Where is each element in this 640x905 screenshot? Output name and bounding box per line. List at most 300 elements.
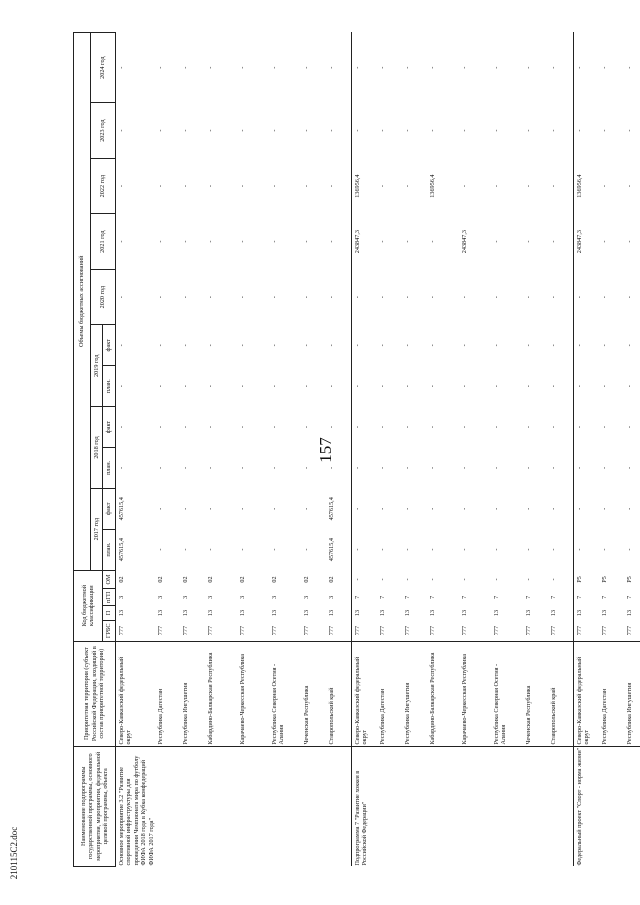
- row-value-cell: -: [550, 185, 558, 188]
- row-value-cell: -: [550, 129, 558, 132]
- header-plan-2017: план.: [103, 529, 116, 570]
- header-code-om: ОМ: [103, 570, 116, 589]
- row-value-cell: 777: [352, 620, 378, 641]
- row-value-cell: 3: [207, 595, 215, 599]
- row-value-cell: -: [271, 66, 279, 69]
- row-value-cell: 7: [461, 595, 469, 599]
- row-value-cell: -: [525, 466, 533, 469]
- row-value-cell: -: [525, 66, 533, 69]
- row-value-cell: 3: [239, 595, 247, 599]
- row-territory-cell: Республика Дагестан: [377, 641, 402, 746]
- row-value-cell: -: [404, 344, 412, 347]
- row-value-cell: -: [182, 426, 190, 429]
- row-value-cell: -: [404, 507, 412, 510]
- row-value-cell: -: [328, 185, 336, 188]
- row-value-cell: -: [352, 325, 378, 366]
- row-value-cell: -: [157, 385, 165, 388]
- row-territory-cell: Чеченская Республика: [301, 641, 326, 746]
- row-value-cell: -: [429, 578, 437, 581]
- table-row: [155, 33, 180, 867]
- row-value-cell: -: [461, 185, 469, 188]
- table-row: [548, 33, 574, 867]
- row-value-cell: -: [493, 240, 501, 243]
- row-value-cell: -: [303, 426, 311, 429]
- row-value-cell: 777: [626, 625, 634, 636]
- row-value-cell: -: [379, 240, 387, 243]
- row-value-cell: 13: [303, 609, 311, 617]
- row-value-cell: -: [493, 507, 501, 510]
- row-value-cell: 7: [429, 595, 437, 599]
- header-fact-2019: факт: [103, 325, 116, 366]
- row-territory-cell: Кабардино-Балкарская Республика: [427, 641, 459, 746]
- row-name-cell: [301, 746, 326, 866]
- row-value-cell: -: [116, 325, 156, 366]
- row-value-cell: -: [157, 129, 165, 132]
- row-value-cell: 02: [303, 576, 311, 583]
- row-value-cell: 7: [525, 595, 533, 599]
- row-value-cell: 7: [550, 595, 558, 599]
- row-value-cell: -: [239, 466, 247, 469]
- row-value-cell: -: [525, 344, 533, 347]
- row-value-cell: 777: [550, 625, 558, 636]
- row-value-cell: 7: [601, 595, 609, 599]
- row-value-cell: -: [352, 407, 378, 448]
- row-value-cell: -: [550, 344, 558, 347]
- row-value-cell: 3: [182, 595, 190, 599]
- row-value-cell: 13: [493, 609, 501, 617]
- row-value-cell: -: [271, 426, 279, 429]
- row-value-cell: -: [493, 129, 501, 132]
- header-code-pgp: пГП: [103, 589, 116, 606]
- header-volumes: Объемы бюджетных ассигнований: [74, 33, 91, 571]
- row-value-cell: -: [303, 129, 311, 132]
- row-value-cell: -: [429, 240, 437, 243]
- row-value-cell: -: [525, 578, 533, 581]
- row-value-cell: 777: [525, 625, 533, 636]
- row-value-cell: -: [461, 385, 469, 388]
- row-name-cell: [377, 746, 402, 866]
- row-territory-cell: Республика Ингушетия: [402, 641, 427, 746]
- row-value-cell: 7: [404, 595, 412, 599]
- row-value-cell: -: [525, 185, 533, 188]
- row-value-cell: -: [429, 129, 437, 132]
- table-row: [180, 33, 205, 867]
- page-number: 157: [315, 437, 335, 463]
- row-value-cell: -: [379, 507, 387, 510]
- row-value-cell: -: [574, 33, 600, 103]
- row-name-cell: [523, 746, 548, 866]
- row-value-cell: -: [601, 129, 609, 132]
- row-value-cell: -: [404, 129, 412, 132]
- row-value-cell: 13: [379, 609, 387, 617]
- row-value-cell: -: [157, 240, 165, 243]
- row-territory-cell: Чеченская Республика: [523, 641, 548, 746]
- row-value-cell: -: [182, 185, 190, 188]
- row-value-cell: -: [207, 240, 215, 243]
- row-value-cell: -: [379, 296, 387, 299]
- row-value-cell: -: [352, 33, 378, 103]
- row-value-cell: -: [574, 529, 600, 570]
- row-value-cell: -: [157, 426, 165, 429]
- header-year-2021: 2021 год: [91, 214, 116, 270]
- row-value-cell: -: [303, 185, 311, 188]
- row-value-cell: -: [525, 129, 533, 132]
- row-value-cell: -: [626, 507, 634, 510]
- row-value-cell: -: [550, 385, 558, 388]
- row-value-cell: 02: [207, 576, 215, 583]
- row-value-cell: -: [429, 344, 437, 347]
- row-name-cell: [155, 746, 180, 866]
- row-value-cell: -: [352, 366, 378, 407]
- row-value-cell: -: [207, 385, 215, 388]
- row-value-cell: -: [493, 296, 501, 299]
- row-value-cell: -: [404, 466, 412, 469]
- row-value-cell: 136956,4: [574, 158, 600, 214]
- row-value-cell: -: [239, 296, 247, 299]
- row-territory-cell: Карачаево-Черкесская Республика: [237, 641, 269, 746]
- row-value-cell: -: [404, 66, 412, 69]
- row-value-cell: -: [493, 466, 501, 469]
- row-value-cell: -: [626, 344, 634, 347]
- row-value-cell: -: [404, 578, 412, 581]
- row-value-cell: -: [328, 466, 336, 469]
- row-value-cell: 13: [271, 609, 279, 617]
- row-value-cell: -: [404, 385, 412, 388]
- header-plan-2019: план.: [103, 366, 116, 407]
- table-header: [74, 33, 116, 867]
- table-row: [237, 33, 269, 867]
- row-value-cell: -: [550, 507, 558, 510]
- row-value-cell: 02: [271, 576, 279, 583]
- row-value-cell: -: [493, 385, 501, 388]
- row-value-cell: 13: [461, 609, 469, 617]
- table-row: [269, 33, 301, 867]
- row-value-cell: -: [379, 426, 387, 429]
- row-value-cell: -: [550, 426, 558, 429]
- row-value-cell: -: [207, 344, 215, 347]
- row-value-cell: -: [207, 507, 215, 510]
- row-value-cell: 13: [182, 609, 190, 617]
- row-value-cell: -: [429, 466, 437, 469]
- row-value-cell: -: [601, 240, 609, 243]
- row-value-cell: 777: [303, 625, 311, 636]
- row-value-cell: -: [601, 344, 609, 347]
- row-value-cell: -: [461, 548, 469, 551]
- row-value-cell: -: [207, 466, 215, 469]
- row-value-cell: -: [379, 385, 387, 388]
- row-value-cell: 3: [116, 589, 156, 606]
- row-value-cell: 777: [182, 625, 190, 636]
- row-value-cell: -: [271, 129, 279, 132]
- row-value-cell: -: [525, 548, 533, 551]
- header-year-2017: 2017 год: [91, 488, 103, 570]
- row-value-cell: -: [626, 185, 634, 188]
- row-value-cell: -: [182, 344, 190, 347]
- row-value-cell: 243847,3: [461, 230, 469, 254]
- row-value-cell: -: [271, 507, 279, 510]
- row-value-cell: -: [626, 129, 634, 132]
- row-value-cell: -: [116, 447, 156, 488]
- row-value-cell: -: [574, 407, 600, 448]
- row-value-cell: 13: [601, 609, 609, 617]
- row-value-cell: 777: [493, 625, 501, 636]
- row-territory-cell: Республика Дагестан: [599, 641, 624, 746]
- row-territory-cell: Республика Дагестан: [155, 641, 180, 746]
- row-value-cell: -: [271, 385, 279, 388]
- row-value-cell: -: [626, 548, 634, 551]
- row-value-cell: -: [116, 407, 156, 448]
- row-name-cell: [402, 746, 427, 866]
- header-year-2020: 2020 год: [91, 269, 116, 325]
- row-value-cell: -: [379, 185, 387, 188]
- row-value-cell: 777: [404, 625, 412, 636]
- row-value-cell: -: [601, 66, 609, 69]
- row-value-cell: -: [379, 344, 387, 347]
- row-value-cell: -: [461, 344, 469, 347]
- row-value-cell: -: [303, 385, 311, 388]
- row-value-cell: -: [601, 185, 609, 188]
- row-value-cell: -: [550, 466, 558, 469]
- row-name-cell: [180, 746, 205, 866]
- row-value-cell: -: [574, 366, 600, 407]
- row-value-cell: 777: [461, 625, 469, 636]
- row-value-cell: -: [116, 103, 156, 159]
- row-name-cell: [599, 746, 624, 866]
- header-budget-code: Код бюджетной классификации: [74, 570, 103, 641]
- table-row: [574, 33, 600, 867]
- row-value-cell: -: [239, 426, 247, 429]
- row-value-cell: 136956,4: [352, 158, 378, 214]
- row-value-cell: -: [182, 129, 190, 132]
- row-value-cell: 777: [271, 625, 279, 636]
- row-value-cell: -: [182, 66, 190, 69]
- row-value-cell: -: [525, 385, 533, 388]
- row-value-cell: -: [429, 296, 437, 299]
- row-value-cell: -: [379, 578, 387, 581]
- header-year-2022: 2022 год: [91, 158, 116, 214]
- row-value-cell: 7: [379, 595, 387, 599]
- row-value-cell: -: [626, 426, 634, 429]
- row-value-cell: -: [601, 385, 609, 388]
- row-value-cell: 243847,3: [352, 214, 378, 270]
- row-value-cell: -: [404, 185, 412, 188]
- row-name-cell: [459, 746, 491, 866]
- row-value-cell: -: [303, 548, 311, 551]
- row-value-cell: 777: [601, 625, 609, 636]
- row-value-cell: 13: [328, 609, 336, 617]
- row-value-cell: -: [379, 66, 387, 69]
- row-value-cell: -: [601, 296, 609, 299]
- row-name-cell: [269, 746, 301, 866]
- row-name-cell: [237, 746, 269, 866]
- row-value-cell: -: [157, 507, 165, 510]
- row-value-cell: -: [493, 548, 501, 551]
- row-value-cell: -: [157, 66, 165, 69]
- row-value-cell: 777: [207, 625, 215, 636]
- row-value-cell: -: [328, 66, 336, 69]
- row-value-cell: -: [271, 185, 279, 188]
- row-value-cell: 243847,3: [574, 214, 600, 270]
- row-value-cell: -: [157, 466, 165, 469]
- row-value-cell: -: [271, 466, 279, 469]
- row-territory-cell: Республика Северная Осетия - Алания: [491, 641, 523, 746]
- row-value-cell: P5: [626, 576, 634, 583]
- row-value-cell: -: [525, 507, 533, 510]
- row-value-cell: -: [271, 296, 279, 299]
- row-value-cell: -: [429, 507, 437, 510]
- row-value-cell: -: [271, 240, 279, 243]
- row-value-cell: -: [303, 507, 311, 510]
- row-value-cell: -: [207, 426, 215, 429]
- header-plan-2018: план.: [103, 447, 116, 488]
- row-value-cell: -: [239, 344, 247, 347]
- row-value-cell: 7: [626, 595, 634, 599]
- row-value-cell: -: [182, 385, 190, 388]
- row-value-cell: 777: [239, 625, 247, 636]
- row-value-cell: -: [207, 129, 215, 132]
- row-value-cell: -: [207, 296, 215, 299]
- row-value-cell: -: [601, 548, 609, 551]
- row-value-cell: 7: [493, 595, 501, 599]
- row-value-cell: 3: [157, 595, 165, 599]
- row-value-cell: -: [626, 240, 634, 243]
- table-row: [402, 33, 427, 867]
- table-row: [352, 33, 378, 867]
- row-territory-cell: Ставропольский край: [326, 641, 352, 746]
- row-value-cell: 457615,4: [328, 497, 336, 521]
- row-value-cell: -: [239, 129, 247, 132]
- row-value-cell: -: [493, 344, 501, 347]
- row-value-cell: -: [157, 548, 165, 551]
- row-value-cell: -: [601, 466, 609, 469]
- row-value-cell: -: [550, 240, 558, 243]
- row-value-cell: -: [157, 185, 165, 188]
- row-value-cell: -: [404, 240, 412, 243]
- row-value-cell: -: [116, 33, 156, 103]
- row-value-cell: -: [116, 269, 156, 325]
- header-territory: Приоритетная территория (субъект Российской Федерации, входящий в состав приоритетной территории): [74, 641, 116, 746]
- row-territory-cell: Республика Ингушетия: [624, 641, 640, 746]
- row-name-cell: [548, 746, 574, 866]
- row-territory-cell: Республика Северная Осетия - Алания: [269, 641, 301, 746]
- row-value-cell: -: [271, 548, 279, 551]
- row-value-cell: -: [550, 66, 558, 69]
- row-value-cell: 777: [157, 625, 165, 636]
- row-name-cell: [491, 746, 523, 866]
- row-value-cell: -: [550, 296, 558, 299]
- row-value-cell: -: [352, 103, 378, 159]
- row-value-cell: -: [574, 325, 600, 366]
- row-value-cell: 13: [239, 609, 247, 617]
- row-value-cell: 777: [328, 625, 336, 636]
- header-year-2023: 2023 год: [91, 103, 116, 159]
- row-name-cell: [205, 746, 237, 866]
- row-value-cell: -: [328, 426, 336, 429]
- header-year-2019: 2019 год: [91, 325, 103, 407]
- row-value-cell: -: [328, 344, 336, 347]
- row-value-cell: 13: [116, 606, 156, 621]
- header-code-p: П: [103, 606, 116, 621]
- row-value-cell: -: [404, 296, 412, 299]
- row-value-cell: -: [525, 426, 533, 429]
- row-value-cell: -: [601, 426, 609, 429]
- row-value-cell: 3: [328, 595, 336, 599]
- row-value-cell: 02: [239, 576, 247, 583]
- row-value-cell: 13: [574, 606, 600, 621]
- row-value-cell: -: [461, 466, 469, 469]
- table-row: [301, 33, 326, 867]
- row-value-cell: -: [116, 214, 156, 270]
- row-value-cell: -: [574, 103, 600, 159]
- row-value-cell: -: [271, 344, 279, 347]
- row-value-cell: -: [207, 548, 215, 551]
- header-name: Наименование подпрограммы государственной программы, основного мероприятия, мероприятия, федеральной целевой программы, объекта: [74, 746, 116, 866]
- row-value-cell: -: [626, 66, 634, 69]
- budget-table-rotated: [73, 32, 634, 867]
- row-value-cell: -: [461, 66, 469, 69]
- table-row: [326, 33, 352, 867]
- row-value-cell: -: [239, 507, 247, 510]
- row-value-cell: -: [303, 240, 311, 243]
- row-value-cell: -: [626, 296, 634, 299]
- row-value-cell: 13: [525, 609, 533, 617]
- row-value-cell: -: [429, 385, 437, 388]
- row-value-cell: -: [207, 185, 215, 188]
- row-value-cell: 13: [550, 609, 558, 617]
- row-value-cell: 7: [352, 589, 378, 606]
- row-value-cell: 777: [574, 620, 600, 641]
- row-value-cell: -: [493, 426, 501, 429]
- row-value-cell: -: [404, 548, 412, 551]
- row-value-cell: 457615,4: [116, 529, 156, 570]
- row-name-cell: Подпрограмма 7 "Развитие хоккея в Российской Федерации": [352, 746, 378, 866]
- header-fact-2018: факт: [103, 407, 116, 448]
- header-fact-2017: факт: [103, 488, 116, 529]
- row-value-cell: -: [182, 240, 190, 243]
- row-value-cell: -: [239, 385, 247, 388]
- table-row: [205, 33, 237, 867]
- table-body: [116, 33, 640, 867]
- row-value-cell: P5: [601, 576, 609, 583]
- row-value-cell: 777: [116, 620, 156, 641]
- row-value-cell: -: [574, 447, 600, 488]
- header-year-2024: 2024 год: [91, 33, 116, 103]
- row-value-cell: -: [352, 570, 378, 589]
- row-value-cell: -: [626, 385, 634, 388]
- row-value-cell: -: [352, 488, 378, 529]
- row-value-cell: 13: [404, 609, 412, 617]
- row-value-cell: -: [157, 296, 165, 299]
- row-territory-cell: Северо-Кавказский федеральный округ: [116, 641, 156, 746]
- row-value-cell: -: [493, 185, 501, 188]
- row-value-cell: 02: [328, 576, 336, 583]
- row-value-cell: -: [550, 578, 558, 581]
- row-value-cell: 13: [157, 609, 165, 617]
- table-row: [523, 33, 548, 867]
- row-value-cell: 02: [157, 576, 165, 583]
- row-name-cell: [427, 746, 459, 866]
- row-territory-cell: Кабардино-Балкарская Республика: [205, 641, 237, 746]
- row-territory-cell: Карачаево-Черкесская Республика: [459, 641, 491, 746]
- row-value-cell: 777: [429, 625, 437, 636]
- row-value-cell: -: [550, 548, 558, 551]
- row-value-cell: -: [182, 466, 190, 469]
- row-value-cell: -: [303, 296, 311, 299]
- row-value-cell: -: [429, 66, 437, 69]
- row-value-cell: -: [328, 385, 336, 388]
- row-value-cell: -: [626, 466, 634, 469]
- row-value-cell: -: [352, 269, 378, 325]
